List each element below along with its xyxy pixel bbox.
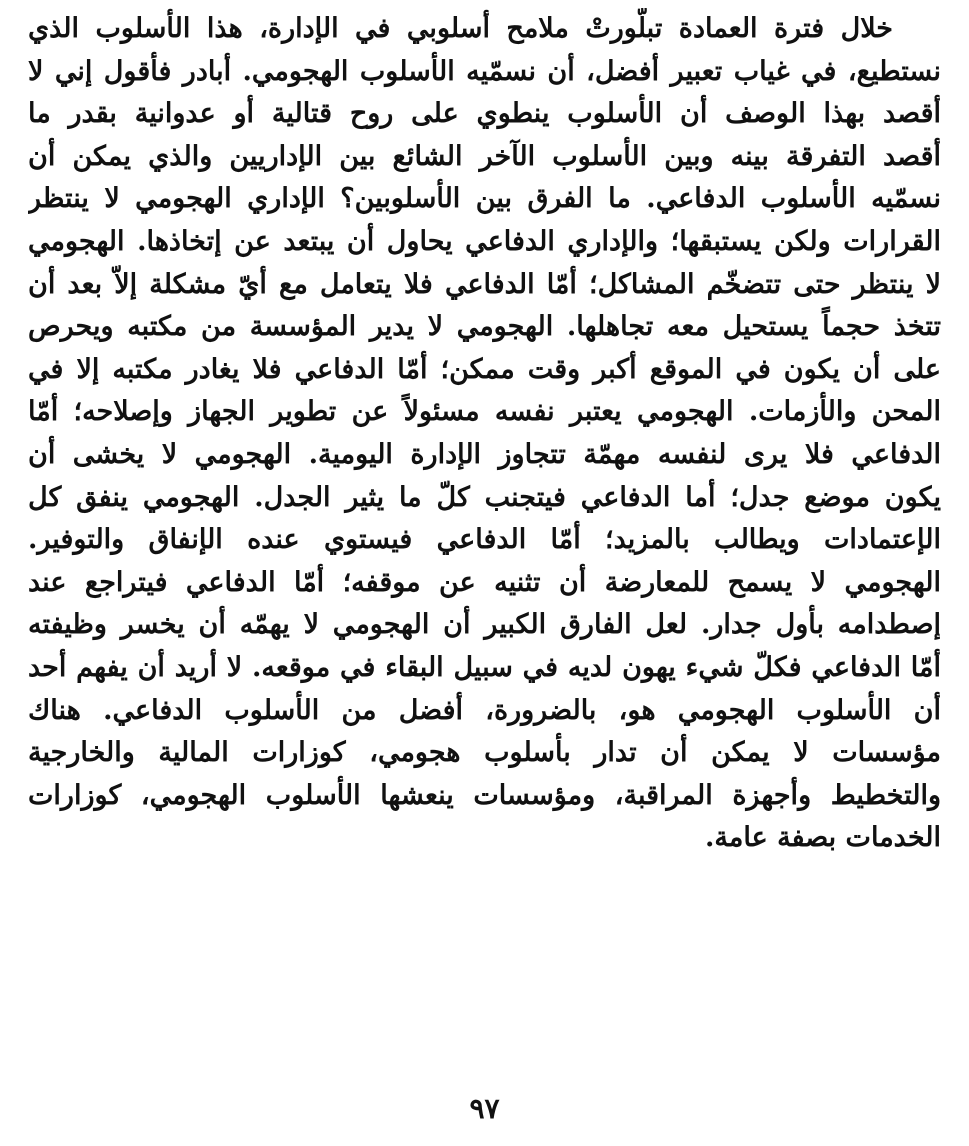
text-line: الهجومي لا يسمح للمعارضة أن تثنيه عن موقفه؛ أمّا الدفاعي فيتراجع عند — [28, 566, 941, 598]
text-line: أقصد بهذا الوصف أن الأسلوب ينطوي على روح قتالية أو عدوانية بقدر ما — [28, 98, 941, 130]
text-line: نسمّيه الأسلوب الدفاعي. ما الفرق بين الأسلوبين؟ الإداري الهجومي لا ينتظر — [28, 183, 941, 215]
text-line: مؤسسات لا يمكن أن تدار بأسلوب هجومي، كوزارات المالية والخارجية — [28, 737, 941, 769]
page-number: ٩٧ — [469, 1092, 500, 1125]
text-line: يكون موضع جدل؛ أما الدفاعي فيتجنب كلّ ما يثير الجدل. الهجومي ينفق كل — [28, 481, 941, 513]
text-line: القرارات ولكن يستبقها؛ والإداري الدفاعي يحاول أن يبتعد عن إتخاذها. الهجومي — [28, 225, 941, 257]
text-line: خلال فترة العمادة تبلّورتْ ملامح أسلوبي في الإدارة، هذا الأسلوب الذي — [28, 13, 893, 44]
text-line: الخدمات بصفة عامة. — [705, 822, 941, 854]
text-line: أقصد التفرقة بينه وبين الأسلوب الآخر الشائع بين الإداريين والذي يمكن أن — [28, 140, 941, 172]
text-line: أن الأسلوب الهجومي هو، بالضرورة، أفضل من الأسلوب الدفاعي. هناك — [28, 694, 941, 726]
text-line: لا ينتظر حتى تتضخّم المشاكل؛ أمّا الدفاعي فلا يتعامل مع أيّ مشكلة إلاّ بعد أن — [28, 268, 941, 300]
text-line: على أن يكون في الموقع أكبر وقت ممكن؛ أمّا الدفاعي فلا يغادر مكتبه إلا في — [28, 353, 941, 385]
text-line: الدفاعي فلا يرى لنفسه مهمّة تتجاوز الإدارة اليومية. الهجومي لا يخشى أن — [28, 438, 941, 470]
text-line: نستطيع، في غياب تعبير أفضل، أن نسمّيه الأسلوب الهجومي. أبادر فأقول إني لا — [28, 55, 941, 87]
text-line: تتخذ حجماً يستحيل معه تجاهلها. الهجومي لا يدير المؤسسة من مكتبه ويحرص — [28, 311, 941, 343]
text-line: الإعتمادات ويطالب بالمزيد؛ أمّا الدفاعي فيستوي عنده الإنفاق والتوفير. — [28, 524, 941, 556]
text-line: إصطدامه بأول جدار. لعل الفارق الكبير أن الهجومي لا يهمّه أن يخسر وظيفته — [28, 609, 941, 641]
text-line: أمّا الدفاعي فكلّ شيء يهون لديه في سبيل البقاء في موقعه. لا أريد أن يفهم أحد — [28, 651, 941, 683]
body-paragraph — [28, 8, 941, 860]
text-line: والتخطيط وأجهزة المراقبة، ومؤسسات ينعشها الأسلوب الهجومي، كوزارات — [28, 779, 941, 811]
text-line: المحن والأزمات. الهجومي يعتبر نفسه مسئولاً عن تطوير الجهاز وإصلاحه؛ أمّا — [28, 396, 941, 428]
